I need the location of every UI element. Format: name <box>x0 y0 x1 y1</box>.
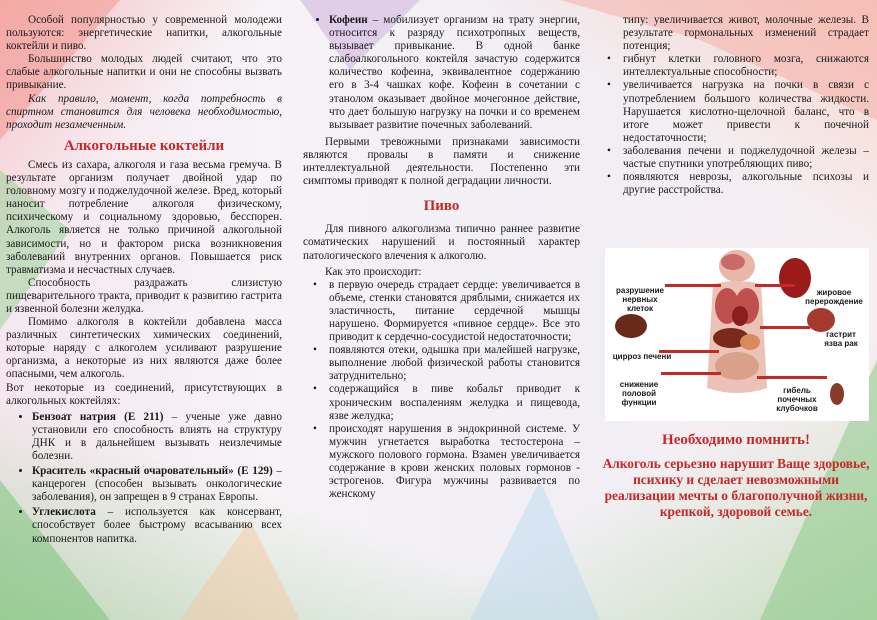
effects-list-cont <box>597 53 869 197</box>
list-item: • Бензоат натрия (Е 211) – ученые уже давно установили его способность влиять на структуру ДНК и в дальнейшем вызывать неизлечимые болезни. <box>32 411 282 463</box>
italic-note: Как правило, момент, когда потребность в спиртном становится для человека необходимостью, проходит незамеченным. <box>6 92 282 131</box>
connector-line <box>760 326 810 329</box>
label-liver: цирроз печени <box>612 352 672 361</box>
caffeine-list <box>303 14 580 132</box>
remember-block <box>602 432 870 520</box>
list-item: • происходят нарушения в эндокринной системе. У мужчин угнетается выработка тестостерона – мужского полового гормона. Взамен увеличивается содержание в крови женских половых гормонов - эстрогенов. Фигура мужчины развивается по женскому <box>329 423 580 502</box>
list-item: • Краситель «красный очаровательный» (Е 129) – канцероген (способен вызывать онкологические заболевания), он запрещен в 9 странах Европы. <box>32 465 282 504</box>
compounds-intro: Вот некоторые из соединений, присутствующих в алкогольных коктейлях: <box>6 381 282 407</box>
column-2 <box>303 14 580 501</box>
beer-intro-paragraph: Для пивного алкоголизма типично раннее развитие соматических нарушений и постоянный характер патологического влечения к алкоголю. <box>303 223 580 262</box>
column-1 <box>6 14 282 546</box>
heading-cocktails: Алкогольные коктейли <box>63 137 225 154</box>
label-brain: разрушение нервных клеток <box>616 286 664 313</box>
list-item: • содержащийся в пиве кобальт приводит к хроническим воспалениям желудка и пищевода, язве желудка; <box>329 383 580 422</box>
beer-effects-list <box>303 279 580 502</box>
belief-paragraph: Большинство молодых людей считают, что это слабые алкогольные напитки и они не способны вызвать привыкание. <box>6 53 282 92</box>
compounds-list <box>6 411 282 546</box>
chemicals-paragraph: Помимо алкоголя в коктейли добавлена масса различных синтетических химических соединений, которые наряду с алкоголем усиливают разрушение организма, а некоторые из них являются даже более опасными, чем алкоголь. <box>6 316 282 381</box>
intro-paragraph: Особой популярностью у современной молодежи пользуются: энергетические напитки, алкогольные коктейли и пиво. <box>6 14 282 53</box>
list-item: • в первую очередь страдает сердце: увеличивается в объеме, стенки становятся дряблыми, снижается их эластичность, питание сердечной мышцы нарушено. Формируется «пивное сердце». Все это приводит к сердечно-сосудистой недостаточности; <box>329 279 580 344</box>
label-kidney: гибель почечных клубочков <box>776 386 818 413</box>
remember-text: Алкоголь серьезно нарушит Ваще здоровье, психику и сделает невозможными реализации мечты о благополучной жизни, крепкой, здоровой семье. <box>602 456 870 519</box>
connector-line <box>755 284 795 287</box>
connector-line <box>665 284 721 287</box>
continuation-paragraph: типу: увеличивается живот, молочные железы. В результате гормональных изменений страдает потенция; <box>623 14 869 53</box>
label-stomach: гастрит язва рак <box>824 330 858 348</box>
warning-signs-paragraph: Первыми тревожными признаками зависимости являются провалы в памяти и снижение интеллектуальной деятельности. Постепенно эти симптомы приводят к полной деградации личности. <box>303 135 580 188</box>
digestive-paragraph: Способность раздражать слизистую пищеварительного тракта, приводит к развитию гастрита и язвенной болезни желудка. <box>6 276 282 315</box>
list-item: • заболевания печени и поджелудочной железы – частые спутники употребляющих пиво; <box>623 145 869 171</box>
remember-title: Необходимо помнить! <box>662 432 810 448</box>
list-item: • появляются отеки, одышка при малейшей нагрузке, выполнение любой физической работы становится затруднительно; <box>329 344 580 383</box>
list-item: • появляются неврозы, алкогольные психозы и другие расстройства. <box>623 171 869 197</box>
cocktails-paragraph: Смесь из сахара, алкоголя и газа весьма гремуча. В результате организм получает двойной удар по головному мозгу и поджелудочной железе. Вред, который наносит потребление алкоголя физическому, психическому и социальному здоровью, бесспорен. Алкоголь является не только причиной алкогольной зависимости, но и фактором риска возникновения заболеваний внутренних органов. Повышается риск травматизма и несчастных случаев. <box>6 158 282 276</box>
connector-line <box>661 372 721 375</box>
list-item: • Углекислота – используется как консервант, способствует более быстрому всасыванию всех компонентов напитка. <box>32 506 282 545</box>
heading-beer: Пиво <box>423 198 460 215</box>
anatomy-diagram <box>605 248 869 421</box>
list-item: • увеличивается нагрузка на почки в связи с употреблением большого количества жидкости. Нарушается кислотно-щелочной баланс, что в итоге может привести к почечной недостаточности; <box>623 79 869 144</box>
list-item: • гибнут клетки головного мозга, снижаются интеллектуальные способности; <box>623 53 869 79</box>
label-sexual: снижение половой функции <box>619 380 659 407</box>
connector-line <box>757 376 827 379</box>
column-3 <box>597 14 869 197</box>
list-item: • Кофеин – мобилизует организм на трату энергии, относится к разряду психотропных веществ, вызывает привыкание. В одной банке слабоалкогольного коктейля зачастую содержится количество кофеина, эквивалентное содержанию его в 3-4 чашках кофе. Кофеин в сочетании с этанолом оказывает двойное мочегонное действие, что дает большую нагрузку на почки и со временем вызывает развитие почечных заболеваний. <box>329 14 580 132</box>
label-heart: жировое перерождение <box>805 288 863 306</box>
how-it-happens: Как это происходит: <box>325 265 422 278</box>
